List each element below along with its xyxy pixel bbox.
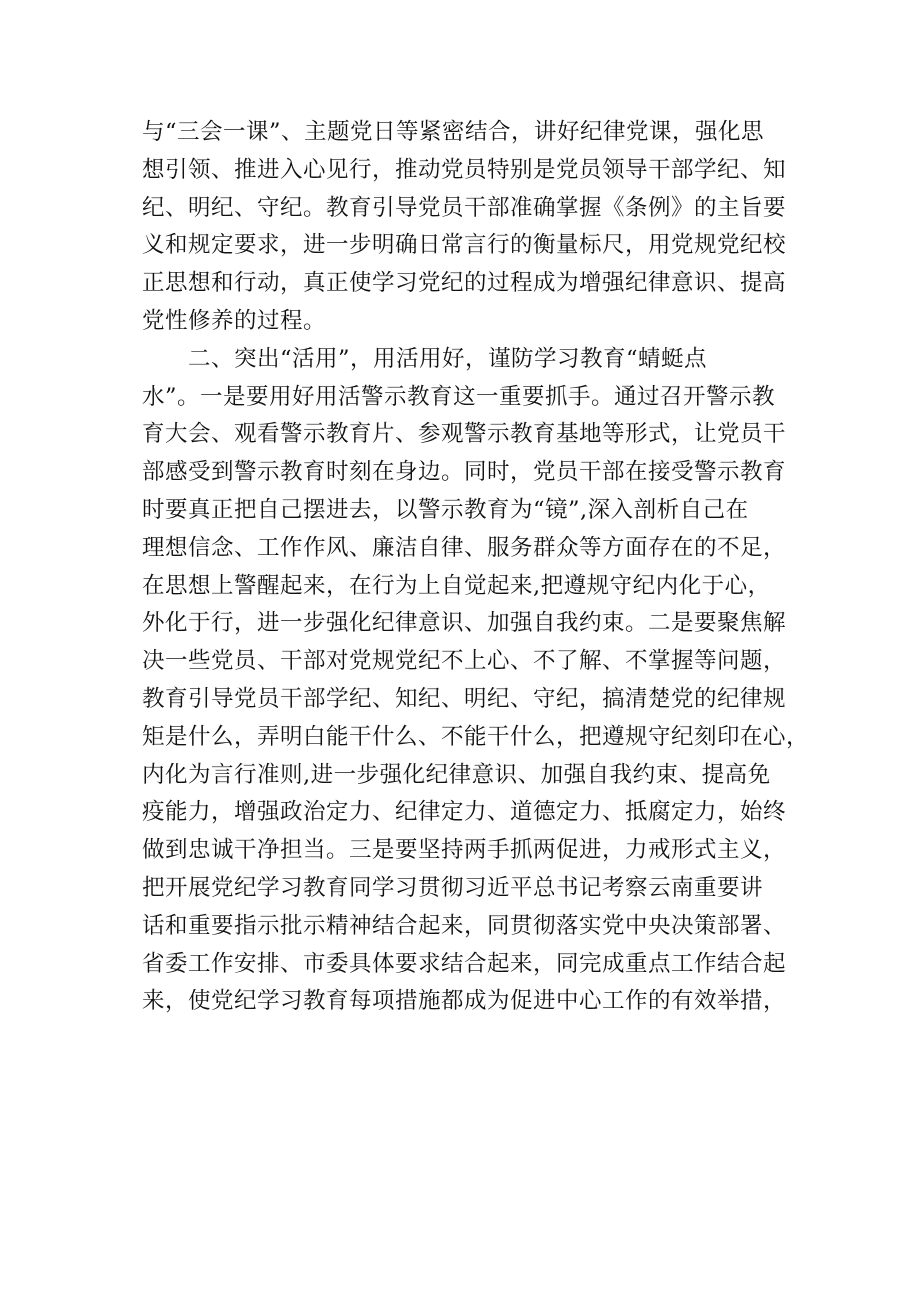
text-line: 外化于行，进一步强化纪律意识、加强自我约束。二是要聚焦解 xyxy=(142,610,787,637)
text-line: 与“三会一课”、主题党日等紧密结合，讲好纪律党课，强化思 xyxy=(142,119,765,145)
text-line: 党性修养的过程。 xyxy=(142,307,327,334)
text-line: 做到忠诚干净担当。三是要坚持两手抓两促进，力戒形式主义， xyxy=(142,837,787,864)
text-line: 来，使党纪学习教育每项措施都成为促进中心工作的有效举措， xyxy=(142,988,787,1015)
text-line: 省委工作安排、市委具体要求结合起来，同完成重点工作结合起 xyxy=(142,950,787,977)
text-line: 把开展党纪学习教育同学习贯彻习近平总书记考察云南重要讲 xyxy=(142,874,764,901)
text-line: 水”。一是要用好用活警示教育这一重要抓手。通过召开警示教 xyxy=(142,383,776,410)
text-line: 内化为言行准则,进一步强化纪律意识、加强自我约束、提高免 xyxy=(142,761,771,788)
text-line: 理想信念、工作作风、廉洁自律、服务群众等方面存在的不足， xyxy=(142,534,787,561)
text-line: 纪、明纪、守纪。教育引导党员干部准确掌握《条例》的主旨要 xyxy=(142,194,787,221)
text-line: 教育引导党员干部学纪、知纪、明纪、守纪，搞清楚党的纪律规 xyxy=(142,685,787,712)
text-line: 决一些党员、干部对党规党纪不上心、不了解、不掌握等问题， xyxy=(142,648,787,675)
text-line: 想引领、推进入心见行，推动党员特别是党员领导干部学纪、知 xyxy=(142,156,787,183)
text-line: 正思想和行动，真正使学习党纪的过程成为增强纪律意识、提高 xyxy=(142,270,787,297)
body-text xyxy=(142,114,810,1021)
text-line: 矩是什么，弄明白能干什么、不能干什么，把遵规守纪刻印在心， xyxy=(142,723,810,750)
text-line: 时要真正把自己摆进去，以警示教育为“镜”,深入剖析自己在 xyxy=(142,496,749,523)
text-line: 育大会、观看警示教育片、参观警示教育基地等形式，让党员干 xyxy=(142,421,787,448)
section-heading-line: 二、突出“活用”，用活用好，谨防学习教育“蜻蜓点 xyxy=(188,345,708,372)
text-line: 部感受到警示教育时刻在身边。同时，党员干部在接受警示教育 xyxy=(142,459,787,486)
text-line: 义和规定要求，进一步明确日常言行的衡量标尺，用党规党纪校 xyxy=(142,232,787,259)
text-line: 在思想上警醒起来，在行为上自觉起来,把遵规守纪内化于心， xyxy=(142,572,771,599)
text-line: 疫能力，增强政治定力、纪律定力、道德定力、抵腐定力，始终 xyxy=(142,799,787,826)
text-line: 话和重要指示批示精神结合起来，同贯彻落实党中央决策部署、 xyxy=(142,912,787,939)
